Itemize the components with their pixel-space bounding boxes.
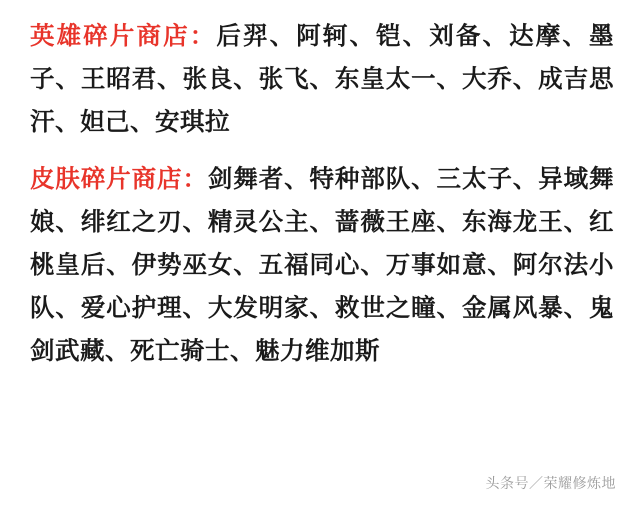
section-label-hero: 英雄碎片商店：: [30, 21, 217, 50]
section-hero-fragment-shop: [30, 14, 614, 143]
section-body-skin: 剑舞者、特种部队、三太子、异域舞娘、绯红之刃、精灵公主、蔷薇王座、东海龙王、红桃皇后、伊势巫女、五福同心、万事如意、阿尔法小队、爱心护理、大发明家、救世之瞳、金属风暴、鬼剑武藏、死亡骑士、魅力维加斯: [30, 164, 615, 365]
paragraph: [30, 14, 614, 143]
watermark-footer: 头条号／荣耀修炼地: [485, 476, 616, 492]
section-body-hero: 后羿、阿轲、铠、刘备、达摩、墨子、王昭君、张良、张飞、东皇太一、大乔、成吉思汗、妲己、安琪拉: [30, 21, 615, 136]
section-skin-fragment-shop: [30, 157, 614, 372]
paragraph: [30, 157, 614, 372]
section-label-skin: 皮肤碎片商店：: [30, 164, 208, 193]
